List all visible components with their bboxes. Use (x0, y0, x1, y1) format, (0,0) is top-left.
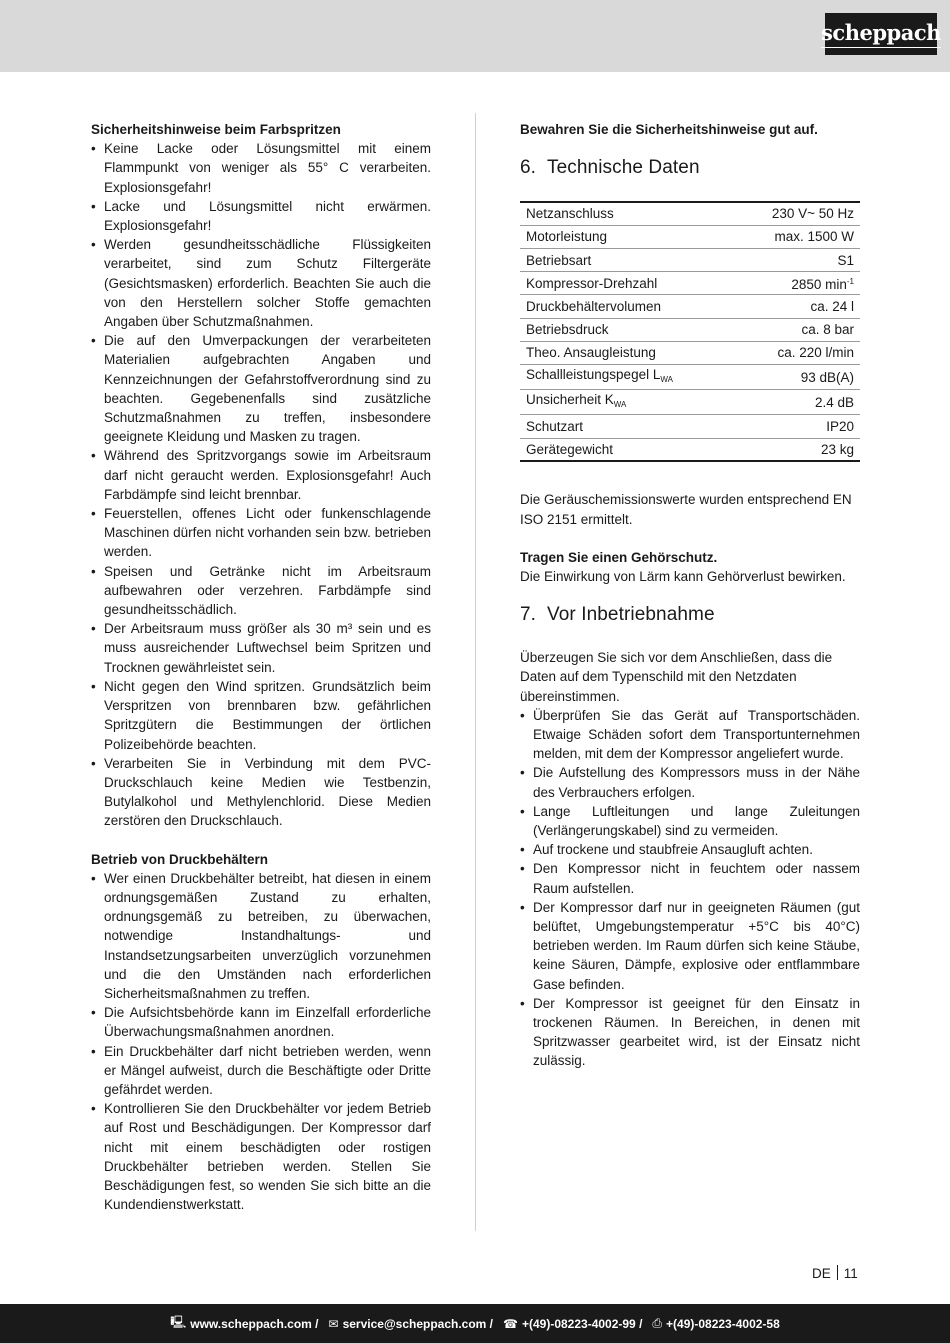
section-title-farbspritzen: Sicherheitshinweise beim Farbspritzen (91, 122, 341, 137)
list-item: • Überprüfen Sie das Gerät auf Transportschäden. Etwaige Schäden sofort dem Transportunternehmen melden, mit dem der Kompressor angeliefert wurde. (520, 706, 860, 764)
table-row (520, 295, 860, 318)
spec-label: Gerätegewicht (526, 441, 614, 457)
spec-value: 93 dB(A) (733, 365, 860, 390)
spec-label: Betriebsdruck (520, 318, 733, 341)
table-row (520, 365, 860, 390)
list-item: • Die auf den Umverpackungen der verarbeiteten Materialien aufgebrachten Angaben und Kennzeichnungen der Gefahrstoffverordnung sind zu beachten. Gegebenenfalls sind zusätzliche Schutzmaßnahmen zu treffen, insbesondere geeignete Kleidung und Masken zu tragen. (91, 331, 431, 446)
section-title-druckbehaelter: Betrieb von Druckbehältern (91, 851, 269, 867)
spec-value: ca. 220 l/min (733, 341, 860, 364)
spec-label: Netzanschluss (520, 202, 733, 225)
spec-value: ca. 24 l (733, 295, 860, 318)
fax-icon: ⎙ (652, 1316, 663, 1330)
table-row (520, 249, 860, 272)
footer-phone: +(49)-08223-4002-99 / (521, 1316, 643, 1331)
table-row (520, 390, 860, 415)
spec-label: Unsicherheit $K_{WA}$ (520, 390, 733, 415)
left-column (91, 120, 431, 1214)
noise-note: Die Geräuschemissionswerte wurden entsprechend EN ISO 2151 ermittelt. (520, 492, 852, 527)
footer-email[interactable]: service@scheppach.com / (342, 1316, 494, 1331)
list-item: • Keine Lacke oder Lösungsmittel mit einem Flammpunkt von weniger als 55° C verarbeiten. Explosionsgefahr! (91, 139, 431, 197)
spec-value: IP20 (733, 415, 860, 438)
list-item: • Der Arbeitsraum muss größer als 30 m³ sein und es muss ausreichender Luftwechsel beim Spritzen und Trocknen gewährleistet sein. (91, 619, 431, 677)
right-column (520, 120, 860, 1071)
spec-value: ca. 8 bar (733, 318, 860, 341)
spec-label: Druckbehältervolumen (520, 295, 733, 318)
email-icon: ✉ (328, 1316, 339, 1331)
hearing-protection-text: Die Einwirkung von Lärm kann Gehörverlust bewirken. (520, 568, 846, 584)
column-divider (475, 113, 476, 1231)
table-row (520, 438, 860, 461)
list-item: • Nicht gegen den Wind spritzen. Grundsätzlich beim Verspritzen von brennbaren bzw. gefährlichen Spritzgütern die Bestimmungen der örtlichen Polizeibehörde beachten. (91, 677, 431, 754)
language-code: DE (812, 1266, 831, 1281)
table-row (520, 225, 860, 248)
farbspritzen-list (91, 139, 431, 830)
list-item: • Lange Luftleitungen und lange Zuleitungen (Verlängerungskabel) sind zu vermeiden. (520, 802, 860, 840)
spec-table (520, 201, 860, 462)
spec-value: 230 V~ 50 Hz (733, 202, 860, 225)
list-item: • Lacke und Lösungsmittel nicht erwärmen. Explosionsgefahr! (91, 197, 431, 235)
table-row (520, 341, 860, 364)
list-item: • Wer einen Druckbehälter betreibt, hat diesen in einem ordnungsgemäßen Zustand zu erhalten, ordnungsgemäß zu betreiben, zu überwachen, notwendige Instandhaltungs- und Instandsetzungsarbeiten unverzüglich vorzunehmen und die den Umständen nach erforderlichen Sicherheitsmaßnahmen zu treffen. (91, 869, 431, 1003)
section7-intro: Überzeugen Sie sich vor dem Anschließen, dass die Daten auf dem Typenschild mit den Netzdaten übereinstimmen. (520, 650, 833, 704)
footer-web[interactable]: www.scheppach.com / (190, 1316, 319, 1331)
table-row (520, 318, 860, 341)
list-item: • Der Kompressor darf nur in geeigneten Räumen (gut belüftet, Umgebungstemperatur +5°C bis 40°C) betrieben werden. Im Raum dürfen sich keine Stäube, keine Säuren, Dämpfe, explosive oder entflammbare Gase befinden. (520, 898, 860, 994)
keep-notice: Bewahren Sie die Sicherheitshinweise gut auf. (520, 122, 818, 137)
spec-value: 2850 $\min^{-1}$ (733, 272, 860, 295)
list-item: • Die Aufsichtsbehörde kann im Einzelfall erforderliche Überwachungsmaßnahmen anordnen. (91, 1003, 431, 1041)
spec-label: Theo. Ansaugleistung (520, 341, 733, 364)
list-item: • Während des Spritzvorgangs sowie im Arbeitsraum darf nicht geraucht werden. Explosionsgefahr! Auch Farbdämpfe sind leicht brennbar. (91, 446, 431, 504)
page-number (812, 1265, 858, 1281)
druckbehaelter-list (91, 869, 431, 1215)
hearing-protection-title: Tragen Sie einen Gehörschutz. (520, 549, 718, 565)
table-row (520, 415, 860, 438)
spec-label: Kompressor-Drehzahl (520, 272, 733, 295)
spec-value: max. 1500 W (733, 225, 860, 248)
spec-label: Betriebsart (520, 249, 733, 272)
spec-value: 2.4 dB (733, 390, 860, 415)
spec-label: Schallleistungspegel $L_{WA}$ (520, 365, 733, 390)
footer-bar (0, 1304, 950, 1343)
spec-value: 23 kg (820, 441, 854, 457)
spec-label: Motorleistung (520, 225, 733, 248)
list-item: • Werden gesundheitsschädliche Flüssigkeiten verarbeitet, sind zum Schutz Filtergeräte (Gesichtsmasken) erforderlich. Beachten Sie auch die von den Herstellern solcher Stoffe gemachten Angaben über Schutzmaßnahmen. (91, 235, 431, 331)
list-item: • Speisen und Getränke nicht im Arbeitsraum aufbewahren oder verzehren. Farbdämpfe sind gesundheitsschädlich. (91, 562, 431, 620)
list-item: • Feuerstellen, offenes Licht oder funkenschlagende Maschinen dürfen nicht vorhanden sein bzw. betrieben werden. (91, 504, 431, 562)
page-number-value: 11 (843, 1266, 858, 1281)
section-heading-technische-daten: 6. Technische Daten (520, 157, 700, 179)
table-row (520, 272, 860, 295)
section-heading-vor-inbetriebnahme: 7. Vor Inbetriebnahme (520, 604, 715, 626)
list-item: • Ein Druckbehälter darf nicht betrieben werden, wenn er Mängel aufweist, durch die Beschäftigte oder Dritte gefährdet werden. (91, 1042, 431, 1100)
list-item: • Die Aufstellung des Kompressors muss in der Nähe des Verbrauchers erfolgen. (520, 763, 860, 801)
header-bar (0, 0, 950, 72)
spec-value: S1 (733, 249, 860, 272)
computer-icon: 🖳 (170, 1315, 187, 1329)
list-item: • Kontrollieren Sie den Druckbehälter vor jedem Betrieb auf Rost und Beschädigungen. Der Kompressor darf nicht mit einem beschädigten oder rostigen Druckbehälter betrieben werden. Stellen Sie Beschädigungen fest, so wenden Sie sich bitte an die Kundendienstwerkstatt. (91, 1099, 431, 1214)
footer-fax: +(49)-08223-4002-58 (666, 1316, 780, 1331)
phone-icon: ☎ (503, 1316, 518, 1331)
list-item: • Den Kompressor nicht in feuchtem oder nassem Raum aufstellen. (520, 859, 860, 897)
list-item: • Der Kompressor ist geeignet für den Einsatz in trockenen Räumen. In Bereichen, in denen mit Spritzwasser gearbeitet wird, ist der Einsatz nicht zulässig. (520, 994, 860, 1071)
spec-label: Schutzart (520, 415, 733, 438)
list-item: • Auf trockene und staubfreie Ansaugluft achten. (520, 840, 860, 859)
list-item: • Verarbeiten Sie in Verbindung mit dem PVC-Druckschlauch keine Medien wie Testbenzin, Butylalkohol und Methylenchlorid. Diese Medien zerstören den Druckschlauch. (91, 754, 431, 831)
scheppach-logo: scheppach (825, 13, 937, 55)
table-row (520, 202, 860, 225)
inbetriebnahme-list (520, 706, 860, 1071)
